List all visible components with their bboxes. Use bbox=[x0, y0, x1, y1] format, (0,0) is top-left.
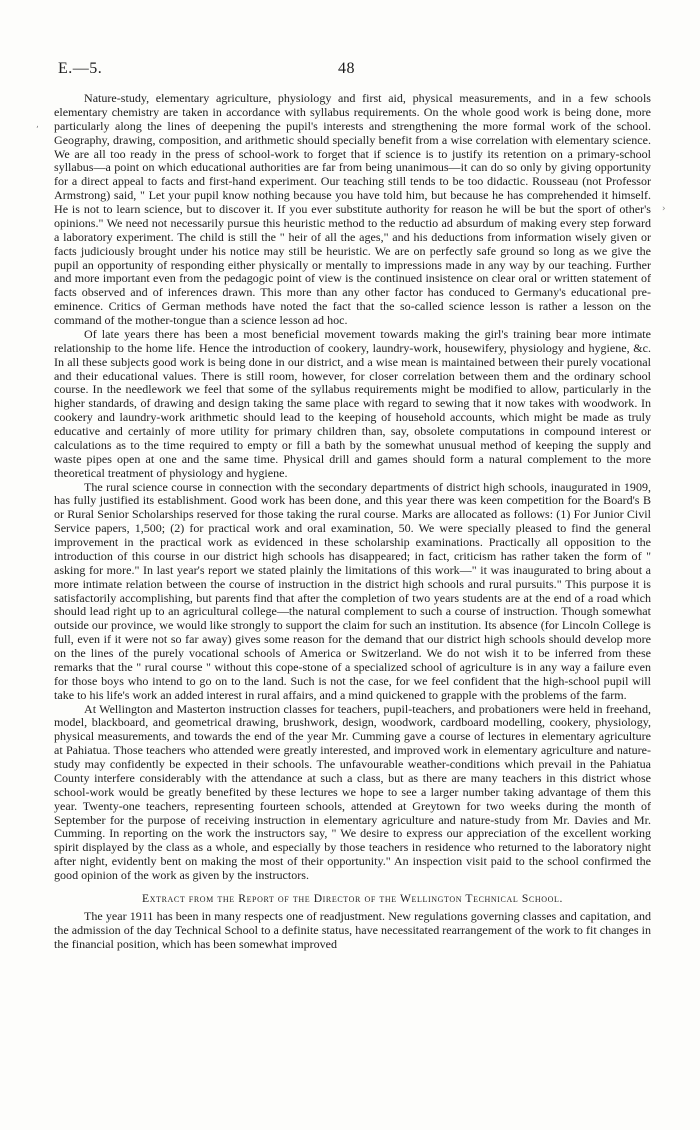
paragraph-technical-school: The year 1911 has been in many respects one of readjustment. New regulations governing classes and capitation, and the admission of the day Technical School to a definite status, have necessitated rearrangement of the work to fit changes in the financial position, which has been somewhat improved bbox=[54, 908, 651, 951]
section-heading: Extract from the Report of the Director of the Wellington Technical School. bbox=[142, 891, 563, 905]
paragraph-rural-science: The rural science course in connection with the secondary departments of district high schools, inaugurated in 1909, has fully justified its establishment. Good work has been done, and this year there was keen competition for the Board's B or Rural Senior Scholarships reserved for those taking the rural course. Marks are allocated as follows: (1) For Junior Civil Service papers, 1,500; (2) for practical work and oral examination, 50. We were specially pleased to find the general improvement in the practical work as evidenced in these scholarship examinations. Practically all opposition to the introduction of this course in our district high schools has disappeared; in fact, criticism has rather taken the form of " asking for more." In last year's report we stated plainly the limitations of this work—" it was inaugurated to bring about a more intimate relation between the course of instruction in the district high schools and rural pursuits." This purpose it is satisfactorily accomplishing, but parents find that after the completion of two years students are at the end of a road which should lead right up to an agricultural college—the natural complement to such a course of instruction. Though somewhat outside our province, we would like strongly to support the claim for such an institution. Its absence (for Lincoln College is full, even if it were not so far away) gives some reason for the demand that our district high schools should develop more on the lines of the purely vocational schools of America or Switzerland. We do not wish it to be inferred from these remarks that the " rural course " without this cope-stone of a specialized school of agriculture is in any way a failure even for those boys who intend to go on to the land. Such is not the case, for we feel confident that the high-school pupil will take to his life's work an added interest in rural affairs, and a mind quickened to grapple with the problems of the farm. bbox=[54, 479, 651, 702]
paragraph-girls-training: Of late years there has been a most beneficial movement towards making the girl's training bear more intimate relationship to the home life. Hence the introduction of cookery, laundry-work, housewifery, physiology and hygiene, &c. In all these subjects good work is being done in our district, and a wise mean is maintained between their purely vocational and their educational values. There is still room, however, for closer correlation between them and the ordinary school course. In the needlework we feel that some of the syllabus requirements might be modified to allow, particularly in the higher standards, of drawing and design taking the same place with regard to sewing that it now takes with woodwork. In cookery and laundry-work arithmetic should lead to the keeping of household accounts, which might be made as truly educative and certainly of more utility for primary children than, say, obsolete computations in compound interest or calculations as to the time required to empty or fill a bath by the somewhat unusual method of keeping the supply and waste pipes open at one and the same time. Physical drill and games should form a natural complement to the more theoretical treatment of physiology and hygiene. bbox=[54, 326, 651, 480]
paragraph-nature-study: Nature-study, elementary agriculture, physiology and first aid, physical measurements, and in a few schools elementary chemistry are taken in accordance with syllabus requirements. On the whole good work is being done, more particularly along the lines of deepening the pupil's interests and strengthening the more formal work of the school. Geography, drawing, composition, and arithmetic should specially benefit from a wise correlation with elementary science. We are all too ready in the press of school-work to forget that if science is to justify its retention on a primary-school syllabus—a point on which educational authorities are far from being unanimous—it can do so only by giving opportunity for a direct appeal to facts and first-hand experiment. Our teaching still tends to be too didactic. Rousseau (not Professor Armstrong) said, " Let your pupil know nothing because you have told him, but because he has comprehended it himself. He is not to learn science, but to discover it. If you ever substitute authority for reason he will be but the sport of other's opinions." We need not necessarily pursue this heuristic method to the reductio ad absurdum of making every step forward a laboratory experiment. The child is still the " heir of all the ages," and his deductions from information wisely given or facts judiciously brought under his notice may still be heuristic. We are on perfectly safe ground so long as we give the pupil an opportunity of responding either physically or mentally to impressions made in any way by our teaching. Further and more important even from the pedagogic point of view is the continued insistence on clear oral or written statement of facts observed and of inferences drawn. This more than any other factor has conduced to Germany's educational pre-eminence. Critics of German methods have noted the fact that the so-called science lesson is rather a lesson on the command of the mother-tongue than a science lesson ad hoc. bbox=[54, 91, 651, 327]
paragraph-instruction-classes: At Wellington and Masterton instruction classes for teachers, pupil-teachers, and probationers were held in freehand, model, blackboard, and geometrical drawing, brushwork, design, woodwork, cardboard modelling, cookery, physiology, physical measurements, and towards the end of the year Mr. Cumming gave a course of lectures in elementary agriculture at Pahiatua. Those teachers who attended were greatly interested, and improved work in elementary agriculture and nature-study may confidently be expected in their schools. The unfavourable weather-conditions which prevail in the Pahiatua County interfere considerably with the attendance at such a class, but as there are many teachers in this district whose school-work would be greatly benefited by these lectures we hope to see a larger number taking advantage of them this year. Twenty-one teachers, representing fourteen schools, attended at Greytown for two weeks during the month of September for the purpose of receiving instruction in elementary agriculture and nature-study from Mr. Davies and Mr. Cumming. In reporting on the work the instructors say, " We desire to express our appreciation of the excellent working spirit displayed by the class as a whole, and especially by those teachers in residence who returned to the laboratory night after night, evidently bent on making the most of their opportunity." An inspection visit paid to the school confirmed the good opinion of the work as given by the instructors. bbox=[54, 701, 651, 882]
report-code: E.—5. bbox=[58, 60, 103, 77]
margin-mark: › bbox=[662, 204, 666, 214]
margin-mark: , bbox=[36, 120, 39, 130]
page-number: 48 bbox=[338, 60, 355, 77]
body-text bbox=[54, 92, 651, 951]
